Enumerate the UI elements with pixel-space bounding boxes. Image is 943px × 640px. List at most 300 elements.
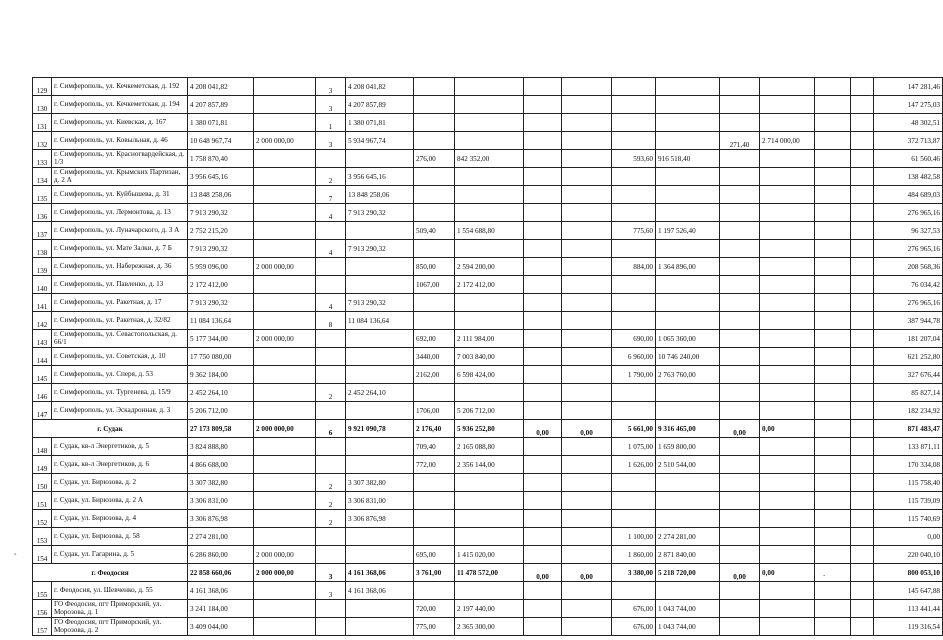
cell-fee: 115 740,69 [874, 510, 943, 528]
cell-total: 7 913 290,32 [188, 294, 254, 312]
cell-num: 147 [33, 402, 52, 420]
cell-fac-m [524, 618, 562, 636]
cell-ins-c [760, 510, 815, 528]
city-name-cell: г. Судак [33, 420, 188, 438]
cell-fac-c [562, 600, 612, 618]
cell-qty: 3 [316, 132, 346, 150]
cell-num: 152 [33, 510, 52, 528]
cell-ins-c [760, 402, 815, 420]
cell-fee: 133 871,11 [874, 438, 943, 456]
cell-fee: 145 647,88 [874, 582, 943, 600]
cell-fac-m [524, 258, 562, 276]
cell-fac-c: 0,00 [562, 564, 612, 582]
cell-lift [346, 366, 414, 384]
cell-ctrl-m [815, 348, 851, 366]
cell-base-m [612, 402, 656, 420]
cell-ctrl-c [851, 600, 874, 618]
cell-lift [346, 456, 414, 474]
cell-ins-m: 0,00 [720, 420, 760, 438]
cell-total: 11 084 136,64 [188, 312, 254, 330]
cell-ins-c [760, 258, 815, 276]
cell-fac-c [562, 186, 612, 204]
cell-roof-m [414, 204, 455, 222]
cell-fee: 0,00 [874, 528, 943, 546]
cell-fee: 113 441,44 [874, 600, 943, 618]
cell-ins-m [720, 240, 760, 258]
cell-base-c: 916 518,40 [656, 150, 720, 168]
cell-base-c [656, 384, 720, 402]
cell-ctrl-m [815, 132, 851, 150]
table-row [33, 348, 943, 366]
cell-fund [254, 366, 316, 384]
cell-fund: 2 000 000,00 [254, 420, 316, 438]
cell-ins-c [760, 96, 815, 114]
cell-roof-m: 709,40 [414, 438, 455, 456]
cell-num: 149 [33, 456, 52, 474]
cell-ctrl-c [851, 276, 874, 294]
cell-qty [316, 456, 346, 474]
cell-base-c: 5 218 720,00 [656, 564, 720, 582]
cell-roof-c [455, 240, 524, 258]
cell-addr: г. Симферополь, ул. Луначарского, д. 3 А [52, 222, 188, 240]
cell-ins-c: 0,00 [760, 420, 815, 438]
cell-fac-c [562, 456, 612, 474]
cell-ctrl-m [815, 618, 851, 636]
cell-num: 148 [33, 438, 52, 456]
cell-roof-m [414, 132, 455, 150]
cell-addr: г. Симферополь, ул. Советская, д. 10 [52, 348, 188, 366]
cell-ins-c [760, 312, 815, 330]
cell-lift: 4 208 041,82 [346, 78, 414, 96]
cell-fund: 2 000 000,00 [254, 258, 316, 276]
cell-fac-c [562, 150, 612, 168]
cell-total: 1 758 870,40 [188, 150, 254, 168]
cell-roof-m: 3 761,00 [414, 564, 455, 582]
cell-addr: г. Симферополь, ул. Ковыльная, д. 46 [52, 132, 188, 150]
cell-addr: г. Симферополь, ул. Красногвардейская, д. 1/3 [52, 150, 188, 168]
cell-fee: 621 252,80 [874, 348, 943, 366]
cell-addr: г. Симферополь, ул. Эскадронная, д. 3 [52, 402, 188, 420]
cell-ctrl-c [851, 564, 874, 582]
cell-ins-m [720, 510, 760, 528]
cell-roof-m: 2162,00 [414, 366, 455, 384]
cell-fac-m [524, 204, 562, 222]
cell-fac-m [524, 402, 562, 420]
cell-fee: 138 482,58 [874, 168, 943, 186]
cell-qty [316, 222, 346, 240]
cell-base-m: 676,00 [612, 600, 656, 618]
cell-total: 3 307 382,80 [188, 474, 254, 492]
cell-lift: 5 934 967,74 [346, 132, 414, 150]
cell-roof-m: 2 176,40 [414, 420, 455, 438]
cell-roof-c [455, 582, 524, 600]
cell-base-m [612, 114, 656, 132]
cell-num: 136 [33, 204, 52, 222]
cell-base-m: 690,00 [612, 330, 656, 348]
cell-base-m: 775,60 [612, 222, 656, 240]
cell-base-m [612, 186, 656, 204]
cell-ctrl-c [851, 168, 874, 186]
cell-ins-m [720, 186, 760, 204]
cell-total: 3 306 831,00 [188, 492, 254, 510]
cell-roof-c [455, 96, 524, 114]
cell-num: 145 [33, 366, 52, 384]
cell-fee: 181 207,04 [874, 330, 943, 348]
cell-base-m [612, 582, 656, 600]
table-row [33, 618, 943, 636]
cell-ins-c [760, 474, 815, 492]
cell-total: 3 956 645,16 [188, 168, 254, 186]
table-row [33, 600, 943, 618]
cell-qty: 2 [316, 168, 346, 186]
cell-roof-m: 720,00 [414, 600, 455, 618]
cell-roof-m [414, 312, 455, 330]
cell-roof-c: 1 415 020,00 [455, 546, 524, 564]
cell-qty: 3 [316, 582, 346, 600]
cell-ins-m [720, 294, 760, 312]
cell-ctrl-c [851, 132, 874, 150]
cell-addr: г. Судак, кв-л Энергетиков, д. 6 [52, 456, 188, 474]
cell-lift [346, 600, 414, 618]
cell-base-c: 1 043 744,00 [656, 600, 720, 618]
cell-roof-c [455, 510, 524, 528]
cell-qty: 2 [316, 492, 346, 510]
cell-fund [254, 294, 316, 312]
cell-fac-m [524, 528, 562, 546]
cell-base-c: 2 510 544,00 [656, 456, 720, 474]
cell-fee: 147 281,46 [874, 78, 943, 96]
cell-fac-m [524, 492, 562, 510]
cell-lift [346, 258, 414, 276]
cell-fac-m [524, 582, 562, 600]
cell-fund [254, 186, 316, 204]
cell-fac-m [524, 510, 562, 528]
cell-ins-m [720, 456, 760, 474]
cell-qty [316, 276, 346, 294]
cell-ctrl-m [815, 312, 851, 330]
cell-roof-m: 692,00 [414, 330, 455, 348]
cell-base-c: 2 763 760,00 [656, 366, 720, 384]
cell-ctrl-m [815, 474, 851, 492]
cell-fee: 220 040,10 [874, 546, 943, 564]
cell-fac-m [524, 456, 562, 474]
cell-base-m [612, 168, 656, 186]
cell-total: 5 959 096,00 [188, 258, 254, 276]
cell-fee: 85 827,14 [874, 384, 943, 402]
cell-addr: г. Симферополь, ул. Ракетная, д. 32/82 [52, 312, 188, 330]
cell-roof-m [414, 492, 455, 510]
cell-addr: г. Симферополь, ул. Сперя, д. 53 [52, 366, 188, 384]
cell-total: 2 752 215,20 [188, 222, 254, 240]
cell-addr: г. Симферополь, ул. Кечкеметская, д. 192 [52, 78, 188, 96]
cell-lift [346, 528, 414, 546]
cell-fac-c [562, 294, 612, 312]
cell-ins-c [760, 186, 815, 204]
cell-fund [254, 384, 316, 402]
cell-fac-m [524, 186, 562, 204]
cell-ctrl-m [815, 420, 851, 438]
cell-roof-c: 2 165 088,80 [455, 438, 524, 456]
cell-fund [254, 114, 316, 132]
cell-roof-c [455, 384, 524, 402]
cell-fund: 2 000 000,00 [254, 564, 316, 582]
cell-addr: г. Судак, ул. Бирюзова, д. 2 А [52, 492, 188, 510]
cell-fac-m [524, 240, 562, 258]
cell-roof-c: 7 003 840,00 [455, 348, 524, 366]
cell-base-m [612, 96, 656, 114]
cell-roof-m [414, 510, 455, 528]
cell-roof-c [455, 294, 524, 312]
cell-num: 137 [33, 222, 52, 240]
cell-roof-c [455, 78, 524, 96]
cell-fac-c [562, 258, 612, 276]
cell-fund [254, 312, 316, 330]
cell-fund: 2 000 000,00 [254, 546, 316, 564]
table-row [33, 312, 943, 330]
cell-fee: 182 234,92 [874, 402, 943, 420]
cell-base-c [656, 132, 720, 150]
cell-qty: 1 [316, 114, 346, 132]
table-row [33, 384, 943, 402]
cell-ctrl-c [851, 186, 874, 204]
cell-base-c: 1 197 526,40 [656, 222, 720, 240]
cell-roof-c [455, 114, 524, 132]
cell-base-c: 2 274 281,00 [656, 528, 720, 546]
cell-base-m: 1 100,00 [612, 528, 656, 546]
cell-total: 2 274 281,00 [188, 528, 254, 546]
cell-base-c [656, 276, 720, 294]
table-body [33, 78, 943, 636]
cell-lift: 13 848 258,06 [346, 186, 414, 204]
cell-num: 129 [33, 78, 52, 96]
cell-fac-c [562, 366, 612, 384]
cell-ctrl-m [815, 96, 851, 114]
table-row [33, 438, 943, 456]
cell-fee: 96 327,53 [874, 222, 943, 240]
cell-roof-m [414, 186, 455, 204]
cell-lift [346, 222, 414, 240]
cell-ins-m [720, 402, 760, 420]
cell-base-c: 1 065 360,00 [656, 330, 720, 348]
cell-ctrl-m [815, 168, 851, 186]
cell-ins-m [720, 528, 760, 546]
cell-fee: 61 560,46 [874, 150, 943, 168]
cell-lift: 11 084 136,64 [346, 312, 414, 330]
cell-roof-m [414, 474, 455, 492]
cell-ctrl-c [851, 528, 874, 546]
cell-roof-m: 695,00 [414, 546, 455, 564]
cell-qty: 4 [316, 240, 346, 258]
cell-fac-c [562, 402, 612, 420]
cell-fund [254, 348, 316, 366]
cell-ctrl-c [851, 240, 874, 258]
cell-addr: ГО Феодосия, пгт Приморский, ул. Морозова, д. 1 [52, 600, 188, 618]
table-row [33, 510, 943, 528]
cell-roof-m [414, 168, 455, 186]
cell-fac-m [524, 78, 562, 96]
cell-fac-m [524, 366, 562, 384]
cell-qty: 2 [316, 510, 346, 528]
cell-ins-c [760, 492, 815, 510]
cell-fund [254, 438, 316, 456]
cell-roof-c [455, 168, 524, 186]
cell-addr: г. Симферополь, ул. Куйбышева, д. 31 [52, 186, 188, 204]
cell-base-m [612, 384, 656, 402]
cell-addr: г. Симферополь, ул. Севастопольская, д. 66/1 [52, 330, 188, 348]
cell-ctrl-c [851, 258, 874, 276]
cell-base-c [656, 204, 720, 222]
cell-ctrl-m [815, 330, 851, 348]
cell-ins-m [720, 600, 760, 618]
cell-lift: 2 452 264,10 [346, 384, 414, 402]
scan-mark: . [870, 88, 873, 98]
cell-fac-m [524, 96, 562, 114]
cell-addr: г. Симферополь, ул. Крымских Партизан, д. 2 А [52, 168, 188, 186]
cell-num: 143 [33, 330, 52, 348]
cell-ins-c [760, 150, 815, 168]
cell-num: 151 [33, 492, 52, 510]
cell-fac-m [524, 150, 562, 168]
cell-lift: 9 921 090,78 [346, 420, 414, 438]
cell-base-m: 676,00 [612, 618, 656, 636]
table-row [33, 222, 943, 240]
cell-base-m [612, 294, 656, 312]
cell-roof-m: 850,00 [414, 258, 455, 276]
cell-num: 141 [33, 294, 52, 312]
cell-ctrl-m [815, 510, 851, 528]
table-row [33, 402, 943, 420]
cell-addr: г. Судак, ул. Бирюзова, д. 2 [52, 474, 188, 492]
cell-base-m [612, 132, 656, 150]
cell-roof-c [455, 528, 524, 546]
table-row [33, 240, 943, 258]
cell-total: 27 173 809,58 [188, 420, 254, 438]
cell-base-m: 1 790,00 [612, 366, 656, 384]
cell-roof-c: 5 936 252,80 [455, 420, 524, 438]
cell-total: 4 866 688,00 [188, 456, 254, 474]
cell-ctrl-c [851, 420, 874, 438]
cell-num: 140 [33, 276, 52, 294]
cell-total: 2 452 264,10 [188, 384, 254, 402]
cell-ins-c [760, 114, 815, 132]
cell-num: 139 [33, 258, 52, 276]
cell-ins-m [720, 168, 760, 186]
cell-num: 135 [33, 186, 52, 204]
cell-fund [254, 96, 316, 114]
table-row [33, 492, 943, 510]
cell-ctrl-c [851, 510, 874, 528]
cell-ins-m [720, 348, 760, 366]
cell-fac-m [524, 132, 562, 150]
cell-base-c: 2 871 840,00 [656, 546, 720, 564]
cell-base-c [656, 78, 720, 96]
cell-fac-c [562, 348, 612, 366]
cell-addr: г. Симферополь, ул. Кечкеметская, д. 194 [52, 96, 188, 114]
cell-base-c [656, 240, 720, 258]
cell-qty: 3 [316, 78, 346, 96]
cell-fund [254, 618, 316, 636]
cell-roof-c: 2 365 300,00 [455, 618, 524, 636]
cell-base-m: 5 661,00 [612, 420, 656, 438]
cell-fund [254, 204, 316, 222]
cell-qty: 6 [316, 420, 346, 438]
cell-ins-m [720, 546, 760, 564]
cell-ins-c [760, 294, 815, 312]
table-row [33, 582, 943, 600]
cell-base-m: 884,00 [612, 258, 656, 276]
cell-addr: г. Симферополь, ул. Лермонтова, д. 13 [52, 204, 188, 222]
cell-ctrl-m [815, 384, 851, 402]
cell-ins-m [720, 366, 760, 384]
cell-base-m [612, 474, 656, 492]
cell-roof-m: 772,00 [414, 456, 455, 474]
cell-ins-m [720, 150, 760, 168]
cell-fac-c [562, 222, 612, 240]
cell-num: 154 [33, 546, 52, 564]
cell-ins-c [760, 348, 815, 366]
cell-ins-m [720, 204, 760, 222]
cell-fund [254, 492, 316, 510]
table-row [33, 546, 943, 564]
cell-addr: г. Симферополь, ул. Тургенева, д. 15/9 [52, 384, 188, 402]
cell-base-c [656, 186, 720, 204]
cell-addr: г. Симферополь, ул. Павленко, д. 13 [52, 276, 188, 294]
cell-roof-c [455, 132, 524, 150]
cell-num: 130 [33, 96, 52, 114]
cell-fac-c [562, 312, 612, 330]
cell-ctrl-c [851, 294, 874, 312]
cell-fund [254, 168, 316, 186]
cell-ctrl-m [815, 600, 851, 618]
cell-ins-m [720, 258, 760, 276]
cell-lift [346, 402, 414, 420]
cell-total: 3 241 184,00 [188, 600, 254, 618]
cell-ins-c [760, 600, 815, 618]
table-row [33, 294, 943, 312]
cell-num: 144 [33, 348, 52, 366]
cell-num: 142 [33, 312, 52, 330]
cell-qty: 3 [316, 96, 346, 114]
cell-fac-c [562, 582, 612, 600]
table-row [33, 204, 943, 222]
table-row [33, 168, 943, 186]
cell-fee: 871 483,47 [874, 420, 943, 438]
cell-fac-c [562, 330, 612, 348]
cell-addr: г. Судак, ул. Бирюзова, д. 4 [52, 510, 188, 528]
cell-fac-m [524, 600, 562, 618]
cell-ctrl-c [851, 546, 874, 564]
cell-base-m [612, 276, 656, 294]
cell-fac-c [562, 204, 612, 222]
cell-roof-m [414, 528, 455, 546]
cell-fac-m [524, 294, 562, 312]
cell-ins-c [760, 438, 815, 456]
cell-roof-m [414, 78, 455, 96]
cell-roof-c: 1 554 688,80 [455, 222, 524, 240]
cell-lift [346, 150, 414, 168]
cell-base-c [656, 582, 720, 600]
cell-lift: 1 380 071,81 [346, 114, 414, 132]
cell-ins-c [760, 330, 815, 348]
cell-addr: г. Симферополь, ул. Мате Залки, д. 7 Б [52, 240, 188, 258]
cell-total: 1 380 071,81 [188, 114, 254, 132]
cell-num: 131 [33, 114, 52, 132]
cell-base-c: 1 659 800,00 [656, 438, 720, 456]
cell-ins-c [760, 222, 815, 240]
cell-ctrl-c [851, 492, 874, 510]
city-total-row [33, 564, 943, 582]
cell-ctrl-c [851, 366, 874, 384]
